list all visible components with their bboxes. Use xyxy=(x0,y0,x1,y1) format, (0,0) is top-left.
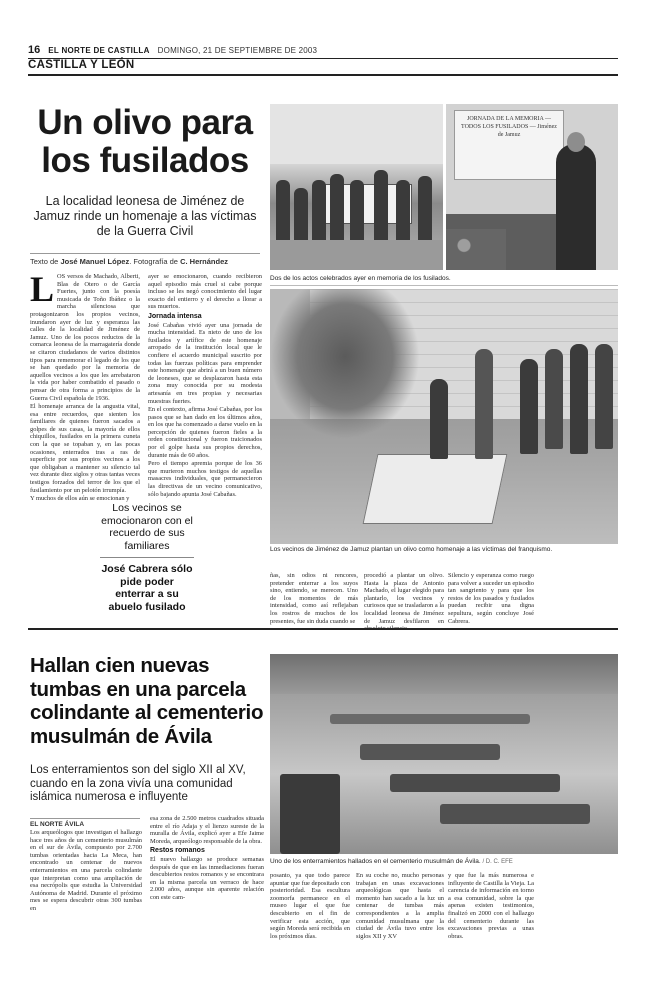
story2-column-3: posanto, ya que todo parece apuntar que fue depositado con posterioridad. Esa escultura zoomorfa permanece en el museo lugar el que fue descubierto en el fin de verificar esta acción, que según Moreda será recibida en los próximos días. xyxy=(270,872,350,940)
photo-ceremony-crowd xyxy=(270,104,443,270)
issue-date: DOMINGO, 21 DE SEPTIEMBRE DE 2003 xyxy=(157,46,318,55)
section-title: CASTILLA Y LEÓN xyxy=(28,59,135,71)
drop-cap: L xyxy=(30,269,55,309)
story2-column-5: y que fue la más numerosa e influyente de Castilla la Vieja. La carencia de información en torno a esa comunidad, sobre la que apenas existen testimonios, finalizó en 2000 con el hallazgo del cementerio durante las excavaciones previas a unas obras. xyxy=(448,872,534,940)
story2-column-1: Los arqueólogos que investigan el hallazgo hace tres años de un cementerio musulmán en el sur de Ávila, compuesto por 2.700 tumbas orientadas hacia La Meca, han encontrado un centenar de nuevos enterramientos en una parcela colindante que interpretan como una ampliación de esa necrópolis que estudia la Universidad Autónoma de Madrid. Durante el próximo mes se espera descubrir otras 300 tumbas en xyxy=(30,829,142,912)
story1-column-4: procedió a plantar un olivo. Hasta la plaza de Antonio Machado, el lugar elegido para plantarlo, los vecinos y curiosos que se trasladaron a la localidad leonesa de Jiménez de Jamuz desfilaron en xyxy=(364,572,444,625)
pull-quote-box xyxy=(100,502,194,613)
photo-excavation-tombs xyxy=(270,654,618,854)
story2-column-4: En su coche no, mucho personas trabajan en unas excavaciones arqueológicas que hasta el momento han sacado a la luz un centenar de tumbas más correspondientes a la amplia comunidad musulmana que la ciudad de Ávila tuvo entre los siglos XII y XV xyxy=(356,872,444,940)
story1-column-5: Silencio y esperanza como ruego para volver a suceder un episodio tan sangriento y para que los restos de los pasados y fusilados puedan recibir una digna sepultura, según concluye José Cabrera. xyxy=(448,572,534,625)
story1-paragraph: José Cabañas vivió ayer una jornada de mucha intensidad. Es nieto de uno de los fusilados y artífice de este homenaje arropado de la institución local que le confiere el acuerdo municipal suscrito por todas las fuerzas políticas para emprender este homenaje que abrirá a un buen número de leoneses, que se desplazaron hasta esta zona muy conocida por su modesta artesanía en tres propias y necesarias muestras fuertes. xyxy=(148,321,262,405)
photo-trench xyxy=(360,744,500,760)
photo-person xyxy=(396,180,410,240)
page-number: 16 xyxy=(28,44,41,56)
story1-subhead: Jornada intensa xyxy=(148,312,202,320)
photo-trench xyxy=(440,804,590,824)
byline-prefix: Texto de xyxy=(30,257,61,266)
story1-paragraph: El homenaje arranca de la angustia vital, esa entre recuerdos, que sienten los familiares de quienes fueron sacados a golpes de sus casas, la mayoría de ellos chiquillos, fusilados en la primera cuneta con la que se topaban y, en las pocas ocasiones, enterrados tras a ras de superficie por sus propios vecinos a los que obligaban a mantener su silencio tal vez durante diez siglos y otras tantas veces testigos forzados del terror de los que el fusilamiento por un pelotón irrumpía. xyxy=(30,403,140,494)
story2-deck: Los enterramientos son del siglo XII al XV, cuando en la zona vivía una comunidad islámica numerosa e influyente xyxy=(30,764,246,803)
story1-paragraph: En el contexto, afirma José Cabañas, por los pasos que se han dado en los últimos años, en los que ha comenzado a darse vuelo en la percepción de quienes fueron fieles a la orden constitucional y fueron traicionados por el golpe hasta sus propios derechos, durante más de 60 años. xyxy=(148,406,262,459)
story1-headline-line2: los fusilados xyxy=(41,141,249,180)
story2-paragraph: esa zona de 2.500 metros cuadrados situada entre el río Adaja y el lienzo sureste de la muralla de Ávila, explicó ayer a Efe Jaime Moreda, arqueólogo responsable de la obra. xyxy=(150,815,264,845)
photo-speaker-head xyxy=(567,132,585,152)
photo-olive-tree xyxy=(270,289,420,439)
story1-column-3: ñas, sin odios ni rencores, pretender enterrar a los suyos sino, entiendo, se merecen. Uno de los momentos de más intensidad, como así reflejaban los rostros de muchos de los presentes, fue sin duda cuando se xyxy=(270,572,358,625)
story1-paragraph: ayer se emocionaron, cuando recibieron aquel episodio más cruel si cabe porque incluso se les negó conocimiento del lugar exacto del entierro y el derecho a llorar a sus muertos. xyxy=(148,273,262,311)
story1-paragraph: Y muchos de ellos aún se emocionan y xyxy=(30,495,130,503)
photo-person xyxy=(595,344,613,449)
photo-olive-planting xyxy=(270,289,618,544)
byline-photographer: C. Hernández xyxy=(180,257,229,266)
photo-person xyxy=(475,349,493,459)
photo4-caption-text: Uno de los enterramientos hallados en el cementerio musulmán de Ávila. xyxy=(270,858,481,865)
section-rule xyxy=(28,74,618,76)
photo-trench xyxy=(280,774,340,854)
photo-person xyxy=(350,180,364,240)
publication-name: EL NORTE DE CASTILLA xyxy=(48,46,150,55)
byline-mid: . Fotografía de xyxy=(129,257,181,266)
photo-earth-bank xyxy=(270,654,618,694)
photo-person xyxy=(294,188,308,240)
photo3-caption: Los vecinos de Jiménez de Jamuz plantan un olivo como homenaje a las víctimas del franquismo. xyxy=(270,546,553,553)
photo-person xyxy=(430,379,448,459)
photo-sky xyxy=(270,104,443,164)
photo-person xyxy=(330,174,344,240)
story1-headline-line1: Un olivo para xyxy=(37,103,253,142)
photo-memorial-cloth xyxy=(363,454,508,524)
story2-byline: EL NORTE ÁVILA xyxy=(30,818,140,828)
photo-person xyxy=(520,359,538,454)
photo-trench xyxy=(390,774,560,792)
story1-deck: La localidad leonesa de Jiménez de Jamuz rinde un homenaje a las víctimas de la Guerra Civil xyxy=(33,194,257,238)
pull-quote-2: José Cabrera sólo pide poder enterrar a su abuelo fusilado xyxy=(101,563,193,613)
story1-headline xyxy=(30,104,260,180)
photo-person xyxy=(374,170,388,240)
photo-trench xyxy=(330,714,530,724)
story1-paragraph: Pero el tiempo apremia porque de los 36 que murieron muchos testigos de aquellas masacres individuales, que permanecieron las directivas de un vecino comunicativo, sólo bajando apunta José Cabañas. xyxy=(148,460,262,498)
photo-person xyxy=(312,180,326,240)
story2-headline: Hallan cien nuevas tumbas en una parcela colindante al cementerio musulmán de Ávila xyxy=(30,654,264,748)
photo-speaker xyxy=(446,104,618,270)
story1-byline xyxy=(30,253,260,266)
photo-event-board: JORNADA DE LA MEMORIA — TODOS LOS FUSILADOS — Jiménez de Jamuz xyxy=(454,110,564,180)
story2-column-2 xyxy=(150,815,264,947)
photo4-caption xyxy=(270,858,618,865)
photo-ground xyxy=(270,240,443,270)
story-separator xyxy=(28,628,618,630)
photo-person xyxy=(276,180,290,240)
photo-person xyxy=(545,349,563,449)
photo-person xyxy=(570,344,588,454)
photo-flowers xyxy=(446,229,506,270)
photo4-credit: / D. C. EFE xyxy=(482,859,513,865)
photo1-caption: Dos de los actos celebrados ayer en memoria de los fusilados. xyxy=(270,275,618,286)
story2-subhead: Restos romanos xyxy=(150,847,205,855)
story2-paragraph: El nuevo hallazgo se produce semanas después de que en las inmediaciones fueran descubiertos restos romanos y se encontrara en la misma parcela un verraco de hace 2.000 años, aunque sin aparente relación con este cam- xyxy=(150,855,264,901)
page-header xyxy=(28,44,618,58)
photo-speaker-figure xyxy=(556,144,596,270)
story1-paragraph: OS versos de Machado, Alberti, Blas de Otero o de García Fuertes, junto con la poesía musicada de Toño Ibáñez o la marcha silenciosa que protagonizaron los propios vecinos, inundaron ayer de luz y esperanza las calles de la localidad de Jiménez de Jamuz. Uno de los pocos reductos de la comarca leonesa de la marragatería donde se citaron ciudadanos de varios distintos tipos para rememorar el legado de los que se han quedado por la memoria de aquellos vecinos a los que les arrebataron la vida por haber combatido el pasado o pensar de otra forma a principios de la Guerra Civil española de 1936. xyxy=(30,273,140,402)
byline-author: José Manuel López xyxy=(60,257,130,266)
photo-person xyxy=(418,176,432,240)
pull-quote-1: Los vecinos se emocionaron con el recuerdo de sus familiares xyxy=(100,502,194,558)
